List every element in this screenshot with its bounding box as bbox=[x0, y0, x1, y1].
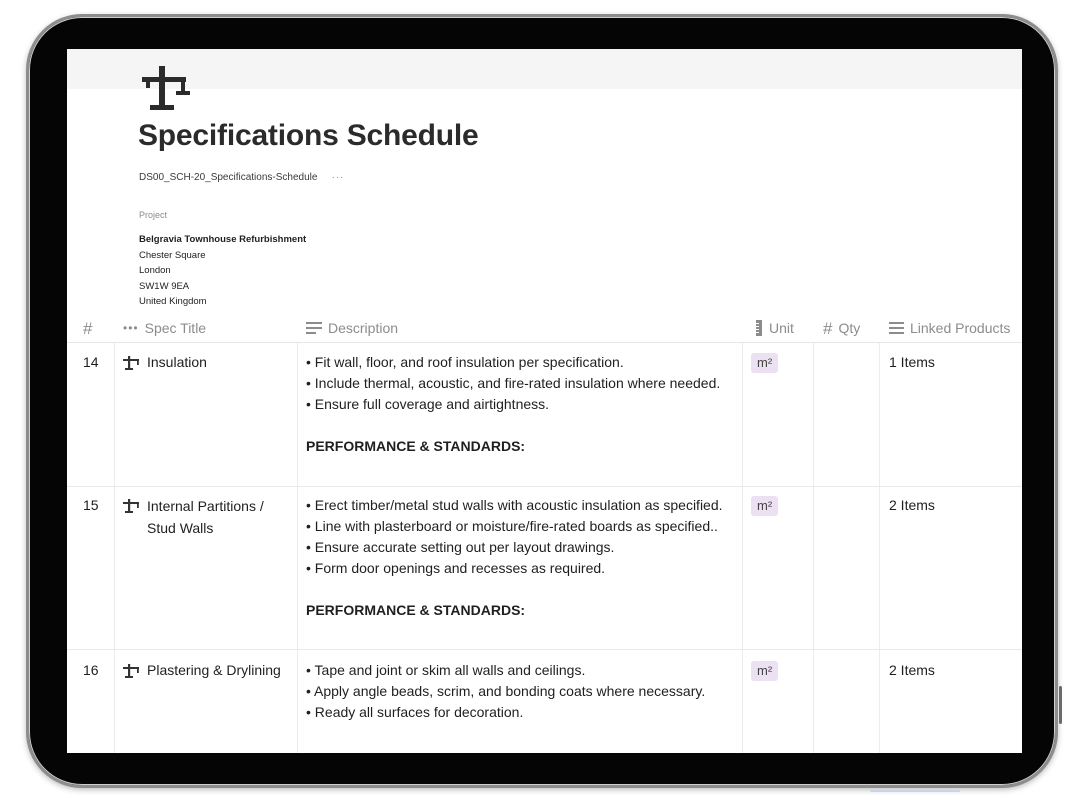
description-line: • Ready all surfaces for decoration. bbox=[306, 704, 524, 720]
spec-title: Plastering & Drylining bbox=[147, 662, 281, 678]
description-line: • Apply angle beads, scrim, and bonding coats where necessary. bbox=[306, 683, 706, 699]
description-line: • Include thermal, acoustic, and fire-rated insulation where needed. bbox=[306, 375, 721, 391]
col-header-spec-title-label: Spec Title bbox=[144, 320, 207, 336]
unit-badge[interactable]: m² bbox=[751, 496, 778, 516]
list-icon bbox=[889, 322, 904, 334]
doc-reference-text: DS00_SCH-20_Specifications-Schedule bbox=[139, 172, 318, 183]
spec-title: Internal Partitions / Stud Walls bbox=[147, 498, 264, 536]
description-line: • Line with plasterboard or moisture/fire-rated boards as specified.. bbox=[306, 518, 718, 534]
description-cell[interactable] bbox=[306, 352, 736, 457]
description-line: • Tape and joint or skim all walls and ceilings. bbox=[306, 662, 586, 678]
project-address bbox=[139, 232, 306, 310]
description-cell[interactable] bbox=[306, 660, 736, 723]
crane-icon bbox=[123, 499, 141, 513]
linked-products[interactable]: 2 Items bbox=[889, 662, 935, 678]
project-name: Belgravia Townhouse Refurbishment bbox=[139, 234, 307, 245]
description-line: • Fit wall, floor, and roof insulation per specification. bbox=[306, 354, 624, 370]
crane-icon[interactable] bbox=[139, 63, 195, 113]
description-line: • Ensure full coverage and airtightness. bbox=[306, 396, 550, 412]
col-header-unit[interactable] bbox=[755, 313, 794, 343]
address-country: United Kingdom bbox=[139, 296, 207, 307]
col-header-qty[interactable] bbox=[823, 313, 860, 343]
address-line1: Chester Square bbox=[139, 249, 206, 261]
table-header bbox=[67, 313, 1022, 343]
address-line2: London bbox=[139, 265, 171, 276]
page-cover bbox=[67, 49, 1022, 89]
description-line: • Erect timber/metal stud walls with acoustic insulation as specified. bbox=[306, 497, 723, 513]
performance-heading: PERFORMANCE & STANDARDS: bbox=[306, 438, 526, 454]
text-lines-icon bbox=[306, 322, 322, 334]
crane-icon bbox=[123, 664, 141, 678]
spec-title: Insulation bbox=[147, 354, 207, 370]
col-header-description[interactable] bbox=[306, 313, 398, 343]
linked-products[interactable]: 1 Items bbox=[889, 354, 935, 370]
col-header-num[interactable] bbox=[83, 313, 92, 343]
spec-title-cell[interactable] bbox=[123, 660, 293, 681]
table-row[interactable] bbox=[67, 343, 1022, 487]
row-number: 14 bbox=[83, 354, 99, 370]
notion-page bbox=[67, 49, 1022, 753]
ruler-icon bbox=[755, 320, 763, 336]
linked-products[interactable]: 2 Items bbox=[889, 497, 935, 513]
hash-icon: # bbox=[83, 318, 93, 338]
hash-icon: # bbox=[823, 318, 833, 338]
description-line: • Ensure accurate setting out per layout drawings. bbox=[306, 539, 615, 555]
performance-heading: PERFORMANCE & STANDARDS: bbox=[306, 602, 526, 618]
col-header-description-label: Description bbox=[328, 320, 399, 336]
dots-icon: ••• bbox=[123, 321, 139, 335]
col-header-unit-label: Unit bbox=[769, 320, 794, 336]
col-header-qty-label: Qty bbox=[838, 320, 861, 336]
page-title[interactable]: Specifications Schedule bbox=[138, 119, 479, 152]
crane-icon bbox=[123, 356, 141, 370]
tablet-bottom-edge bbox=[870, 790, 960, 792]
col-header-spec-title[interactable] bbox=[123, 313, 206, 343]
unit-badge[interactable]: m² bbox=[751, 661, 778, 681]
col-header-linked-label: Linked Products bbox=[910, 320, 1011, 336]
table-row[interactable] bbox=[67, 487, 1022, 650]
table-row[interactable] bbox=[67, 650, 1022, 753]
unit-badge[interactable]: m² bbox=[751, 353, 778, 373]
row-number: 16 bbox=[83, 662, 99, 678]
spec-title-cell[interactable] bbox=[123, 495, 288, 539]
address-postcode: SW1W 9EA bbox=[139, 280, 190, 292]
col-header-linked-products[interactable] bbox=[889, 313, 1010, 343]
description-line: • Form door openings and recesses as required. bbox=[306, 560, 606, 576]
doc-reference bbox=[139, 172, 344, 183]
more-icon[interactable]: ··· bbox=[331, 172, 345, 183]
row-number: 15 bbox=[83, 497, 99, 513]
tablet-side-button bbox=[1059, 686, 1062, 724]
spec-title-cell[interactable] bbox=[123, 352, 293, 373]
description-cell[interactable] bbox=[306, 495, 736, 621]
project-label: Project bbox=[139, 210, 168, 220]
